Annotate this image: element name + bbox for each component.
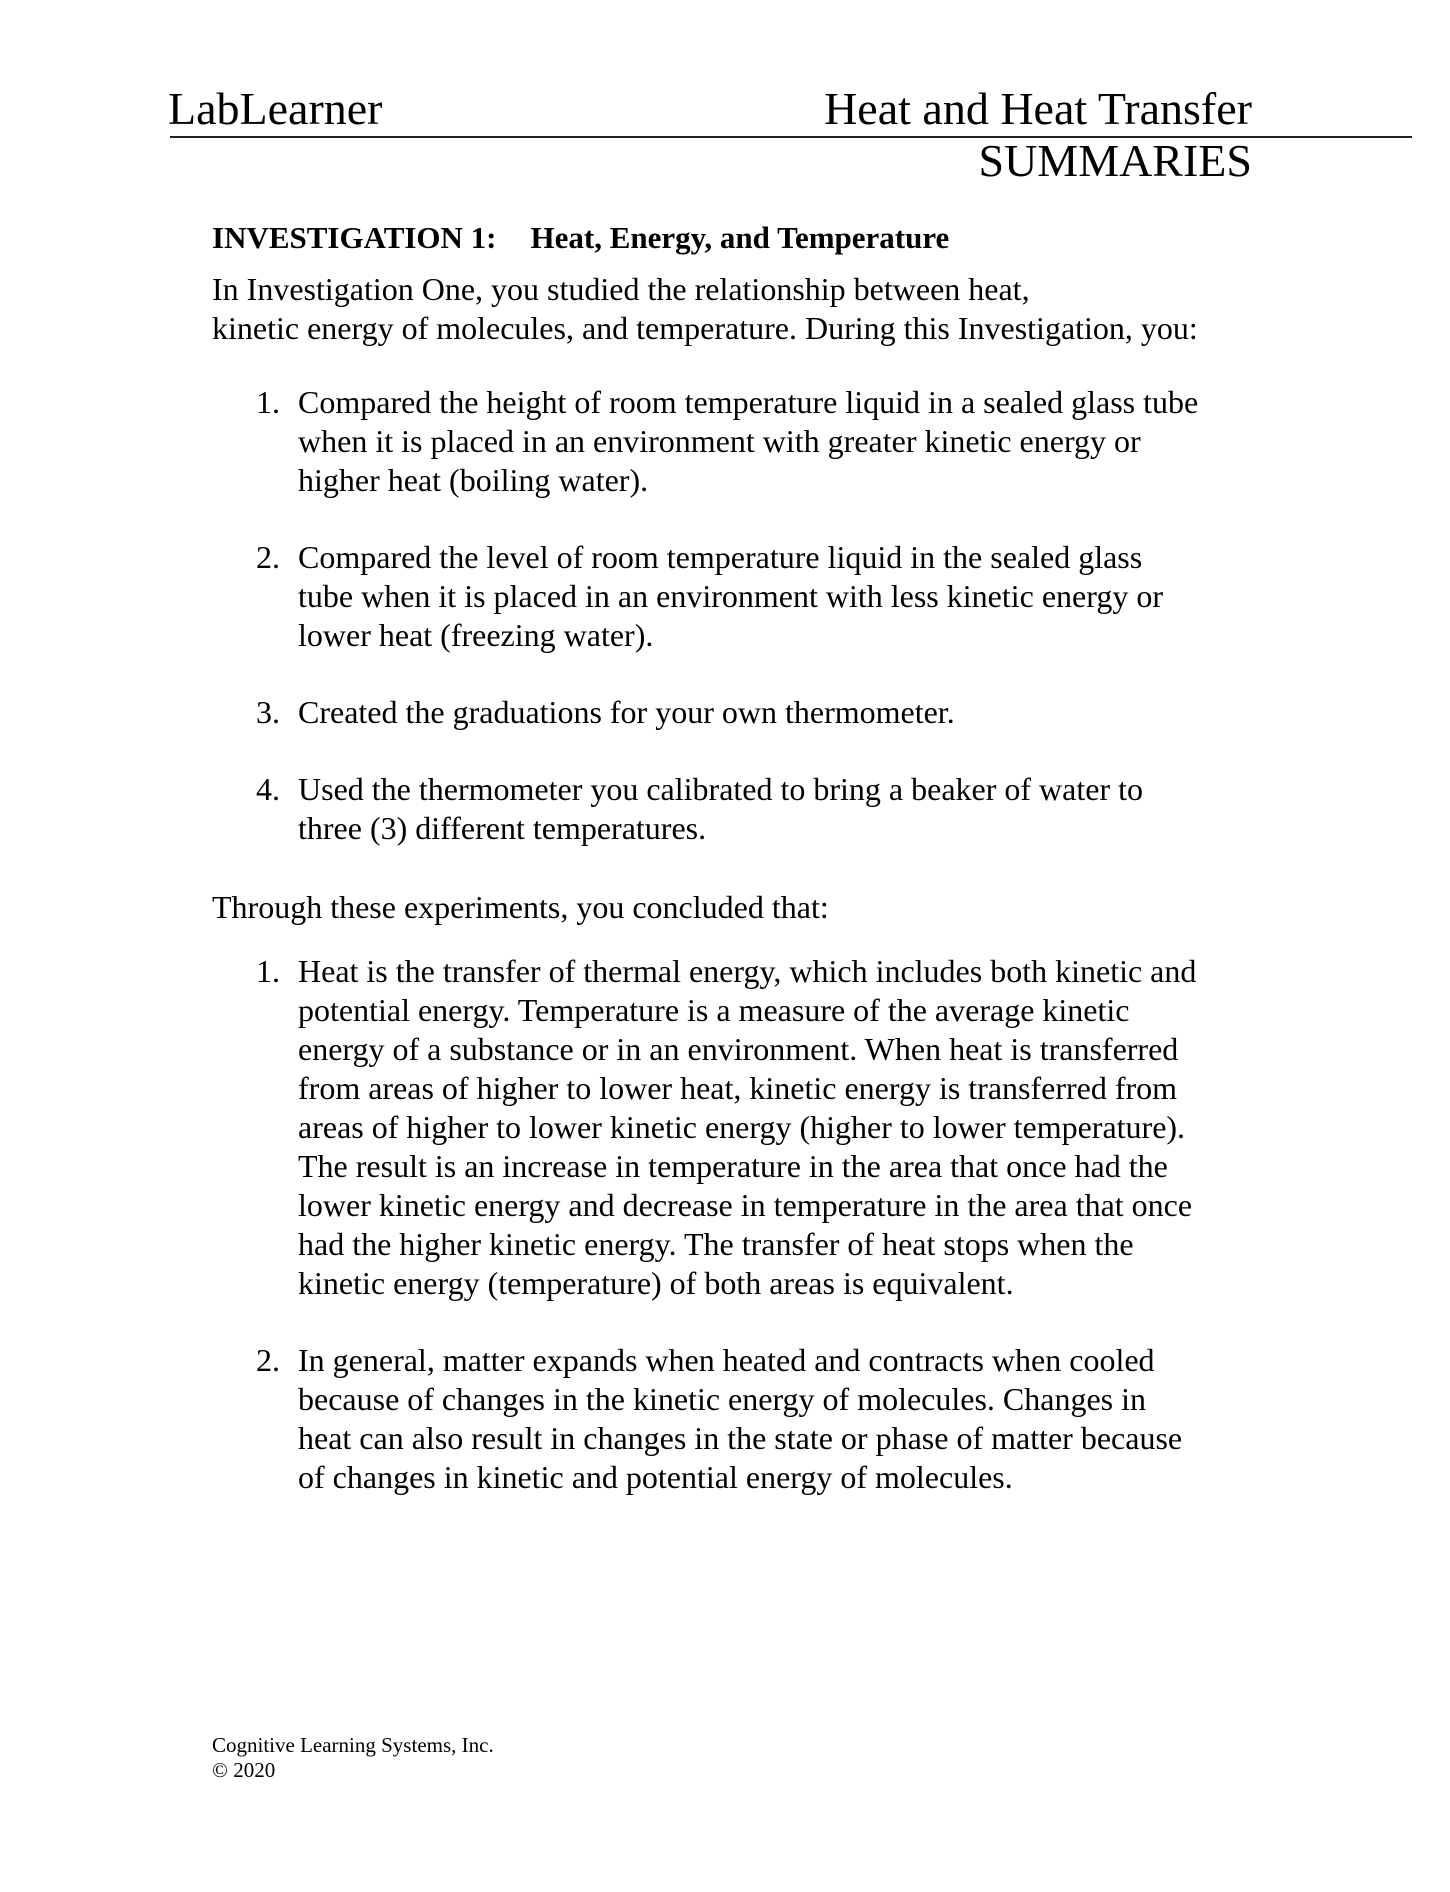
- activity-item: 3. Created the graduations for your own thermometer.: [256, 694, 955, 730]
- conclusion-item: 1. Heat is the transfer of thermal energy, which includes both kinetic and potential energy. Temperature is a measure of the average kinetic energy of a substance or in an environment. When heat is transferred from areas of higher to lower heat, kinetic energy is transferred from areas of higher to lower kinetic energy (higher to lower temperature). The result is an increase in temperature in the area that once had the lower kinetic energy and decrease in temperature in the area that once had the higher kinetic energy. The transfer of heat stops when the kinetic energy (temperature) of both areas is equivalent.: [256, 953, 1197, 1301]
- item-number: 3.: [256, 694, 280, 730]
- footer-copyright: © 2020: [212, 1758, 276, 1782]
- activities-list: [256, 383, 1276, 848]
- item-number: 1.: [256, 953, 280, 989]
- intro-paragraph: [212, 270, 1272, 348]
- item-number: 2.: [256, 1342, 280, 1378]
- conclusion-intro: Through these experiments, you concluded that:: [212, 889, 829, 925]
- footer-company: Cognitive Learning Systems, Inc.: [212, 1733, 494, 1757]
- header-document-title: Heat and Heat Transfer: [824, 83, 1252, 134]
- item-number: 2.: [256, 539, 280, 575]
- activity-item: 4. Used the thermometer you calibrated to bring a beaker of water to three (3) different temperatures.: [256, 771, 1143, 846]
- item-number: 4.: [256, 771, 280, 807]
- intro-line: kinetic energy of molecules, and temperature. During this Investigation, you:: [212, 310, 1198, 346]
- intro-line: In Investigation One, you studied the relationship between heat,: [212, 271, 1030, 307]
- conclusions-list: [256, 952, 1276, 1497]
- activity-item: 2. Compared the level of room temperature liquid in the sealed glass tube when it is placed in an environment with less kinetic energy or lower heat (freezing water).: [256, 539, 1163, 653]
- section-heading: [212, 218, 949, 258]
- section-heading-title: Heat, Energy, and Temperature: [530, 220, 950, 255]
- page-footer: [212, 1733, 494, 1783]
- section-heading-label: INVESTIGATION 1:: [212, 220, 497, 255]
- item-number: 1.: [256, 384, 280, 420]
- conclusion-item: 2. In general, matter expands when heated and contracts when cooled because of changes in the kinetic energy of molecules. Changes in heat can also result in changes in the state or phase of matter because of changes in kinetic and potential energy of molecules.: [256, 1342, 1183, 1495]
- header-subtitle: SUMMARIES: [978, 135, 1252, 186]
- activity-item: 1. Compared the height of room temperature liquid in a sealed glass tube when it is placed in an environment with greater kinetic energy or higher heat (boiling water).: [256, 384, 1199, 498]
- header-brand: LabLearner: [168, 83, 383, 134]
